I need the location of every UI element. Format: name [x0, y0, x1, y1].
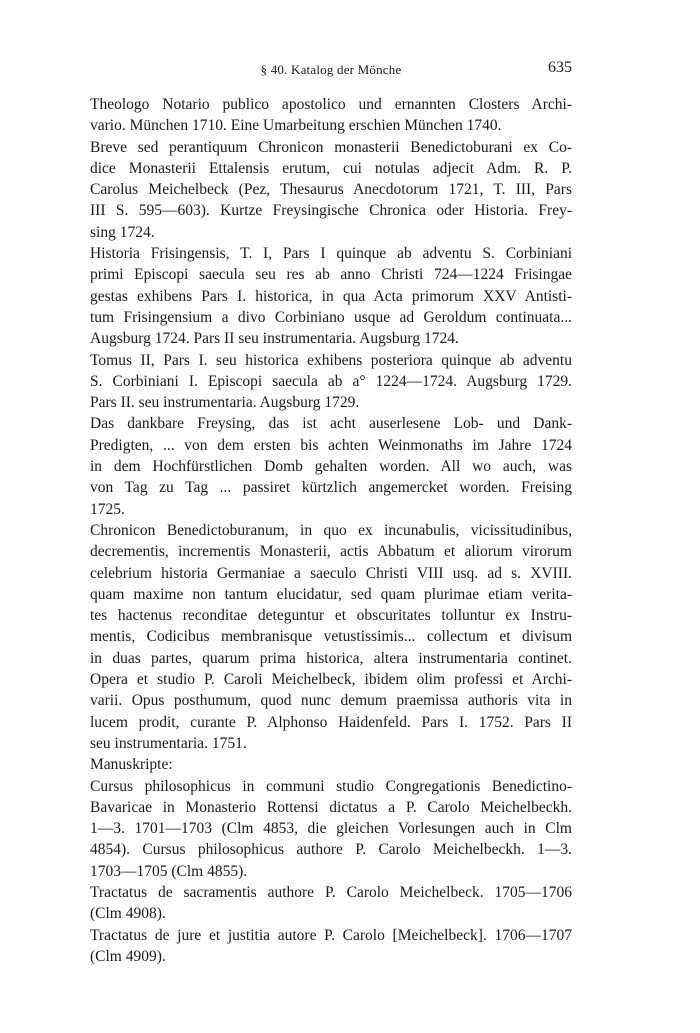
- text-line: S. Corbiniani I. Episcopi saecula ab a° 1224—1724. Augsburg 1729.: [90, 372, 572, 390]
- text-line: von Tag zu Tag ... passiret kürtzlich angemercket worden. Freising: [90, 479, 572, 497]
- text-line: tum Frisingensium a divo Corbiniano usque ad Geroldum continuata...: [90, 308, 572, 326]
- text-line: Tractatus de jure et justitia autore P. Carolo [Meichelbeck]. 1706—1707: [90, 926, 572, 944]
- text-line: tes hactenus reconditae deteguntur et obscuritates tolluntur ex Instru-: [90, 607, 572, 625]
- text-line: Cursus philosophicus in communi studio Congregationis Benedictino-: [90, 777, 572, 795]
- text-line: Das dankbare Freysing, das ist acht auserlesene Lob- und Dank-: [90, 415, 572, 433]
- text-line: Tomus II, Pars I. seu historica exhibens posteriora quinque ab adventu: [90, 351, 572, 369]
- text-line: in duas partes, quarum prima historica, altera instrumentaria continet.: [90, 649, 572, 667]
- body-text: [90, 94, 572, 967]
- text-line: dice Monasterii Ettalensis erutum, cui notulas adjecit Adm. R. P.: [90, 159, 572, 177]
- text-line: III S. 595—603). Kurtze Freysingische Chronica oder Historia. Frey-: [90, 202, 572, 220]
- text-line: gestas exhibens Pars I. historica, in qua Acta primorum XXV Antisti-: [90, 287, 572, 305]
- page-number: 635: [548, 59, 572, 76]
- text-line: (Clm 4908).: [90, 905, 166, 923]
- text-line: Carolus Meichelbeck (Pez, Thesaurus Anecdotorum 1721, T. III, Pars: [90, 181, 572, 199]
- text-line: Breve sed perantiquum Chronicon monasterii Benedictoburani ex Co-: [90, 138, 572, 156]
- running-head: [90, 56, 572, 80]
- text-line: 4854). Cursus philosophicus authore P. Carolo Meichelbeckh. 1—3.: [90, 841, 572, 859]
- text-line: Manuskripte:: [90, 756, 173, 774]
- text-line: 1—3. 1701—1703 (Clm 4853, die gleichen Vorlesungen auch in Clm: [90, 820, 572, 838]
- text-line: in dem Hochfürstlichen Domb gehalten worden. All wo auch, was: [90, 458, 572, 476]
- text-line: Historia Frisingensis, T. I, Pars I quinque ab adventu S. Corbiniani: [90, 245, 572, 263]
- text-line: primi Episcopi saecula seu res ab anno Christi 724—1224 Frisingae: [90, 266, 572, 284]
- text-line: lucem prodit, curante P. Alphonso Haidenfeld. Pars I. 1752. Pars II: [90, 713, 572, 731]
- text-line: varii. Opus posthumum, quod nunc demum praemissa authoris vita in: [90, 692, 572, 710]
- text-line: vario. München 1710. Eine Umarbeitung erschien München 1740.: [90, 117, 502, 135]
- text-line: sing 1724.: [90, 223, 155, 241]
- text-line: seu instrumentaria. 1751.: [90, 734, 247, 752]
- text-line: Tractatus de sacramentis authore P. Carolo Meichelbeck. 1705—1706: [90, 883, 572, 901]
- text-line: celebrium historia Germaniae a saeculo Christi VIII usq. ad s. XVIII.: [90, 564, 572, 582]
- text-line: 1703—1705 (Clm 4855).: [90, 862, 248, 880]
- running-title: § 40. Katalog der Mönche: [260, 62, 402, 77]
- text-line: Chronicon Benedictoburanum, in quo ex incunabulis, vicissitudinibus,: [90, 521, 572, 539]
- text-line: Bavaricae in Monasterio Rottensi dictatus a P. Carolo Meichelbeckh.: [90, 798, 572, 816]
- text-line: quam maxime non tantum elucidatur, sed quam plurimae etiam verita-: [90, 585, 572, 603]
- text-line: Theologo Notario publico apostolico und ernannten Closters Archi-: [90, 96, 572, 113]
- text-line: Pars II. seu instrumentaria. Augsburg 1729.: [90, 394, 360, 412]
- text-line: (Clm 4909).: [90, 947, 166, 965]
- text-line: decrementis, incrementis Monasterii, actis Abbatum et aliorum virorum: [90, 543, 572, 561]
- text-line: Opera et studio P. Caroli Meichelbeck, ibidem olim professi et Archi-: [90, 671, 572, 689]
- text-line: 1725.: [90, 500, 125, 518]
- text-line: Predigten, ... von dem ersten bis achten Weinmonaths im Jahre 1724: [90, 436, 572, 454]
- text-line: mentis, Codicibus membranisque vetustissimis... collectum et divisum: [90, 628, 572, 646]
- text-line: Augsburg 1724. Pars II seu instrumentaria. Augsburg 1724.: [90, 330, 459, 348]
